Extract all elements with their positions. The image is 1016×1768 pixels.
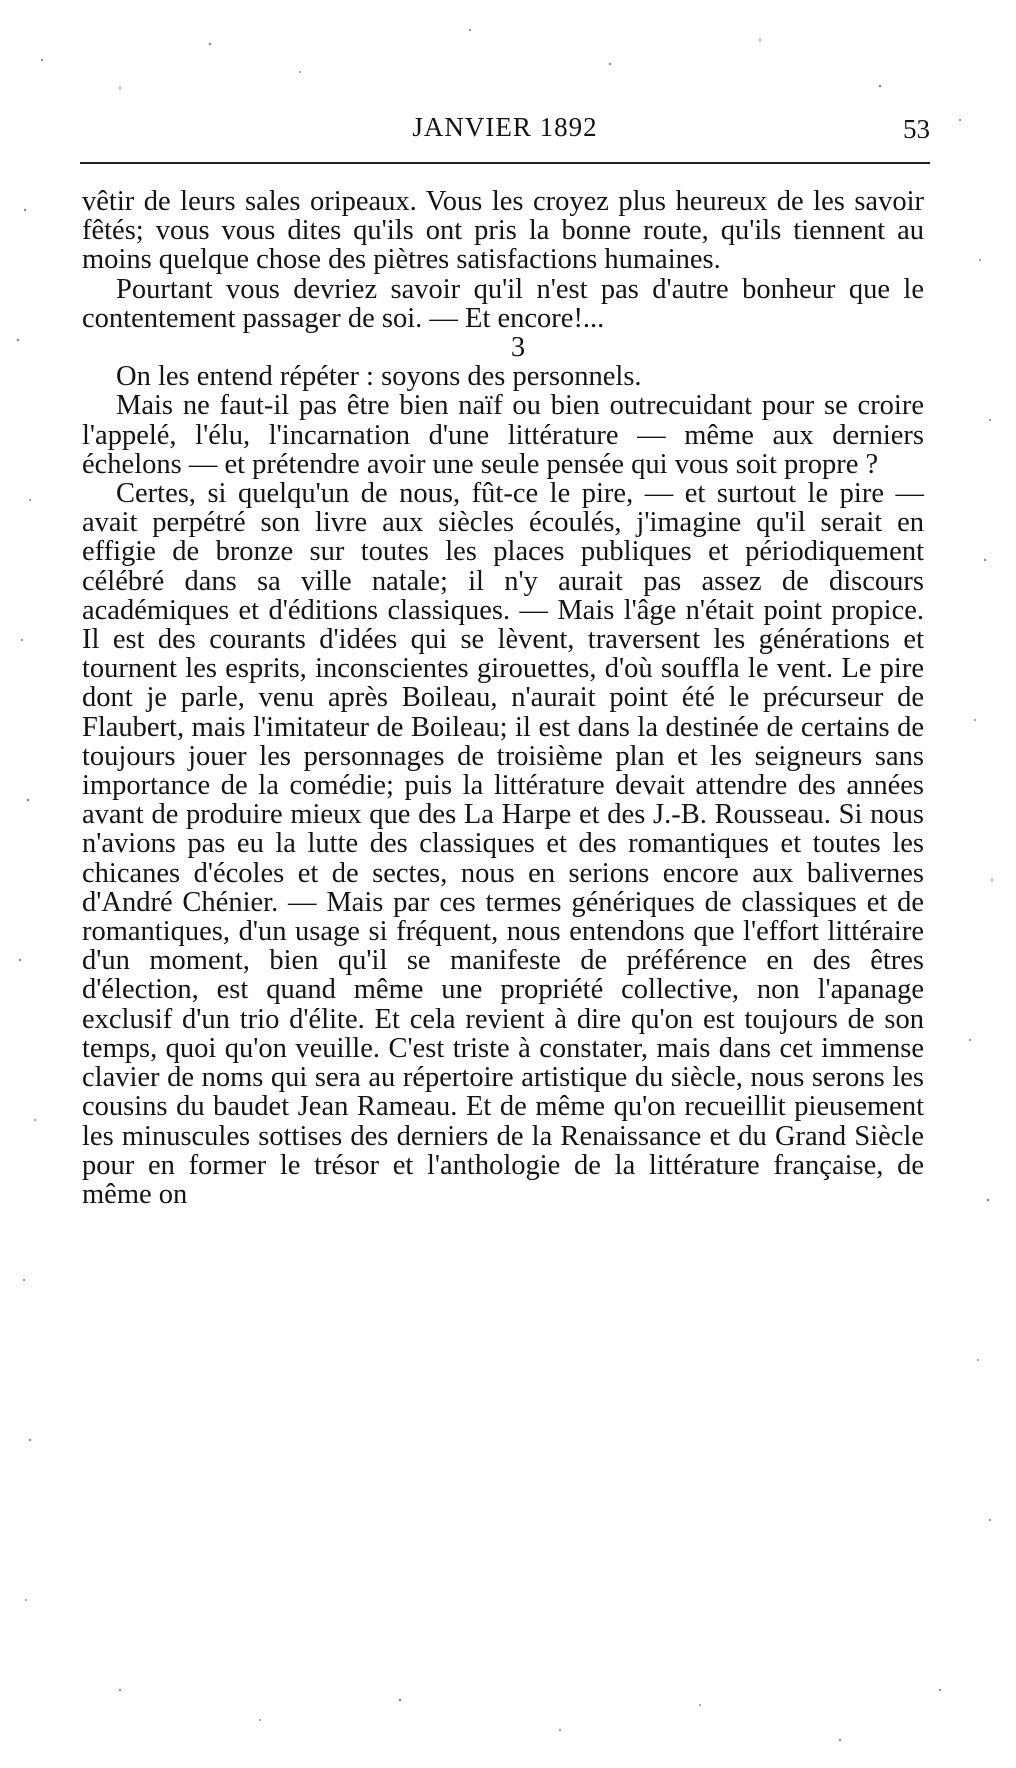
paragraph-1: vêtir de leurs sales oripeaux. Vous les croyez plus heureux de les savoir fêtés; vous vous dites qu'ils ont pris la bonne route, qu'ils tiennent au moins quelque chose des piètres satisfactions humaines. (82, 186, 924, 276)
page-number: 53 (903, 114, 930, 144)
paragraph-4: Mais ne faut-il pas être bien naïf ou bien outrecuidant pour se croire l'appelé, l'élu, l'incarnation d'une littérature — même aux derniers échelons — et prétendre avoir une seule pensée qui vous soit propre ? (82, 390, 924, 480)
section-number: 3 (510, 332, 526, 364)
running-title: JANVIER 1892 (412, 112, 598, 142)
paragraph-2: Pourtant vous devriez savoir qu'il n'est pas d'autre bonheur que le contentement passager de soi. — Et encore!... (82, 273, 924, 334)
paragraph-5: Certes, si quelqu'un de nous, fût-ce le pire, — et surtout le pire — avait perpétré son livre aux siècles écoulés, j'imagine qu'il serait en effigie de bronze sur toutes les places publiques et périodiquement célébré dans sa ville natale; il n'y aurait pas assez de discours académiques et d'éditions classiques. — Mais l'âge n'était point propice. Il est des courants d'idées qui se lèvent, traversent les générations et tournent les esprits, inconscientes girouettes, d'où souffla le vent. Le pire dont je parle, venu après Boileau, n'aurait point été le précurseur de Flaubert, mais l'imitateur de Boileau; il est dans la destinée de certains de toujours jouer les personnages de troisième plan et les seigneurs sans importance de la comédie; puis la littérature devait attendre des années avant de produire mieux que des La Harpe et des J.-B. Rousseau. Si nous n'avions pas eu la lutte des classiques et des romantiques et toutes les chicanes d'écoles et de sectes, nous en serions encore aux balivernes d'André Chénier. — Mais par ces termes génériques de classiques et de romantiques, d'un usage si fréquent, nous entendons que l'effort littéraire d'un moment, bien qu'il se manifeste de préférence en des êtres d'élection, est quand même une propriété collective, non l'apanage exclusif d'un trio d'élite. Et cela revient à dire qu'on est toujours de son temps, quoi qu'on veuille. C'est triste à constater, mais dans cet immense clavier de noms qui sera au répertoire artistique du siècle, nous serons les cousins du baudet Jean Rameau. Et de même qu'on recueillit pieusement les minuscules sottises des derniers de la Renaissance et du Grand Siècle pour en former le trésor et l'anthologie de la littérature française, de même on (82, 478, 924, 1210)
header-rule (80, 162, 930, 164)
body-text (82, 187, 924, 1209)
page-header (80, 112, 930, 148)
paragraph-3: On les entend répéter : soyons des personnels. (116, 361, 642, 393)
